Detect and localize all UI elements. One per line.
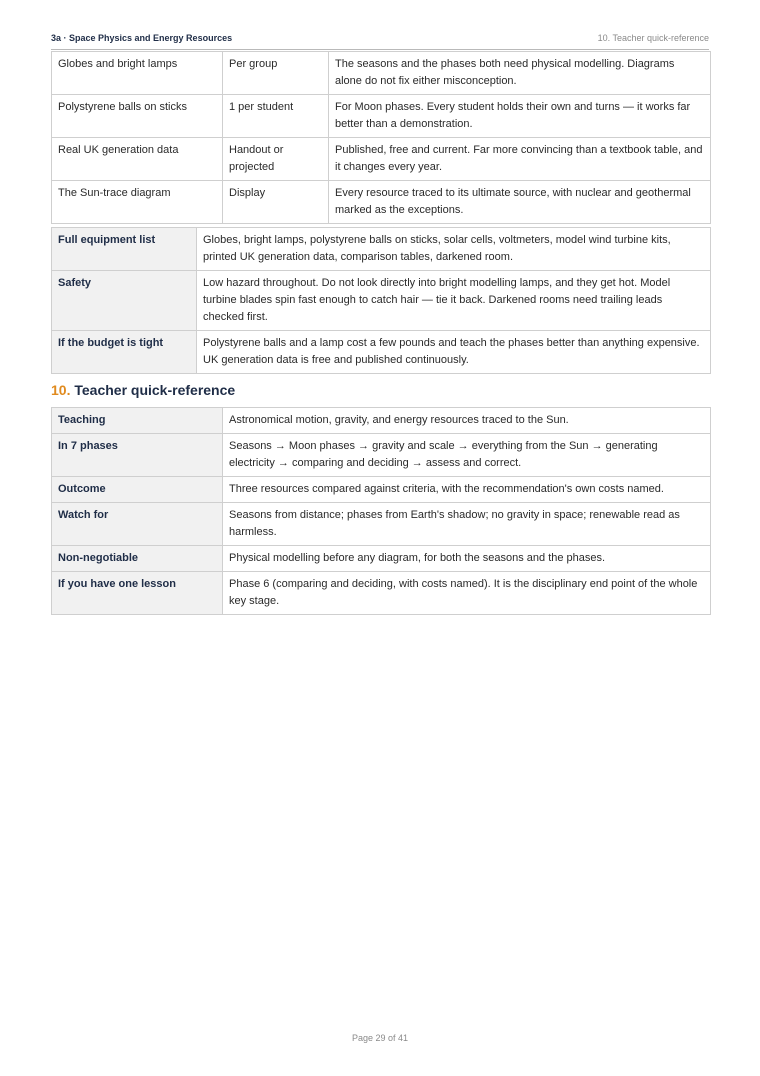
row-label: If you have one lesson (52, 572, 223, 615)
table-row (52, 572, 711, 615)
row-label: Safety (52, 271, 197, 331)
table-row (52, 138, 711, 181)
resource-cell: Real UK generation data (52, 138, 223, 181)
row-value: Physical modelling before any diagram, for both the seasons and the phases. (223, 546, 711, 572)
quick-reference-table (51, 407, 711, 615)
resource-cell: Polystyrene balls on sticks (52, 95, 223, 138)
row-value: Low hazard throughout. Do not look directly into bright modelling lamps, and they get hot. Model turbine blades spin fast enough to catch hair — tie it back. Darkened rooms need trailing leads checked first. (197, 271, 711, 331)
section-number: 10. (51, 382, 71, 398)
equipment-table (51, 227, 711, 374)
table-row (52, 95, 711, 138)
row-label: If the budget is tight (52, 331, 197, 374)
document-title: 3a · Space Physics and Energy Resources (51, 32, 233, 43)
section-heading (51, 382, 235, 398)
quantity-cell: Handout or projected (223, 138, 329, 181)
table-row (52, 408, 711, 434)
table-row (52, 271, 711, 331)
row-label: Watch for (52, 503, 223, 546)
note-cell: For Moon phases. Every student holds their own and turns — it works far better than a demonstration. (329, 95, 711, 138)
row-label: Outcome (52, 477, 223, 503)
table-row (52, 228, 711, 271)
page-number: Page 29 of 41 (351, 1033, 409, 1043)
resource-cell: The Sun-trace diagram (52, 181, 223, 224)
row-value: Globes, bright lamps, polystyrene balls on sticks, solar cells, voltmeters, model wind turbine kits, printed UK generation data, comparison tables, darkened room. (197, 228, 711, 271)
resource-cell: Globes and bright lamps (52, 52, 223, 95)
table-row (52, 181, 711, 224)
row-value: Seasons from distance; phases from Earth's shadow; no gravity in space; renewable read as harmless. (223, 503, 711, 546)
table-row (52, 52, 711, 95)
table-row (52, 477, 711, 503)
table-row (52, 331, 711, 374)
row-value: Three resources compared against criteria, with the recommendation's own costs named. (223, 477, 711, 503)
resources-table (51, 51, 711, 224)
quantity-cell: 1 per student (223, 95, 329, 138)
row-value: Seasons → Moon phases → gravity and scale → everything from the Sun → generating electricity → comparing and deciding → assess and correct. (223, 434, 711, 477)
note-cell: Every resource traced to its ultimate source, with nuclear and geothermal marked as the exceptions. (329, 181, 711, 224)
note-cell: The seasons and the phases both need physical modelling. Diagrams alone do not fix either misconception. (329, 52, 711, 95)
quantity-cell: Per group (223, 52, 329, 95)
row-value: Phase 6 (comparing and deciding, with costs named). It is the disciplinary end point of the whole key stage. (223, 572, 711, 615)
row-label: In 7 phases (52, 434, 223, 477)
quantity-cell: Display (223, 181, 329, 224)
note-cell: Published, free and current. Far more convincing than a textbook table, and it changes every year. (329, 138, 711, 181)
table-row (52, 434, 711, 477)
section-running-title: 10. Teacher quick-reference (597, 32, 709, 43)
row-label: Teaching (52, 408, 223, 434)
table-row (52, 503, 711, 546)
row-label: Full equipment list (52, 228, 197, 271)
table-row (52, 546, 711, 572)
row-label: Non-negotiable (52, 546, 223, 572)
row-value: Astronomical motion, gravity, and energy resources traced to the Sun. (223, 408, 711, 434)
section-title: Teacher quick-reference (74, 382, 236, 398)
row-value: Polystyrene balls and a lamp cost a few pounds and teach the phases better than anything expensive. UK generation data is free and published continuously. (197, 331, 711, 374)
running-header (51, 28, 709, 50)
